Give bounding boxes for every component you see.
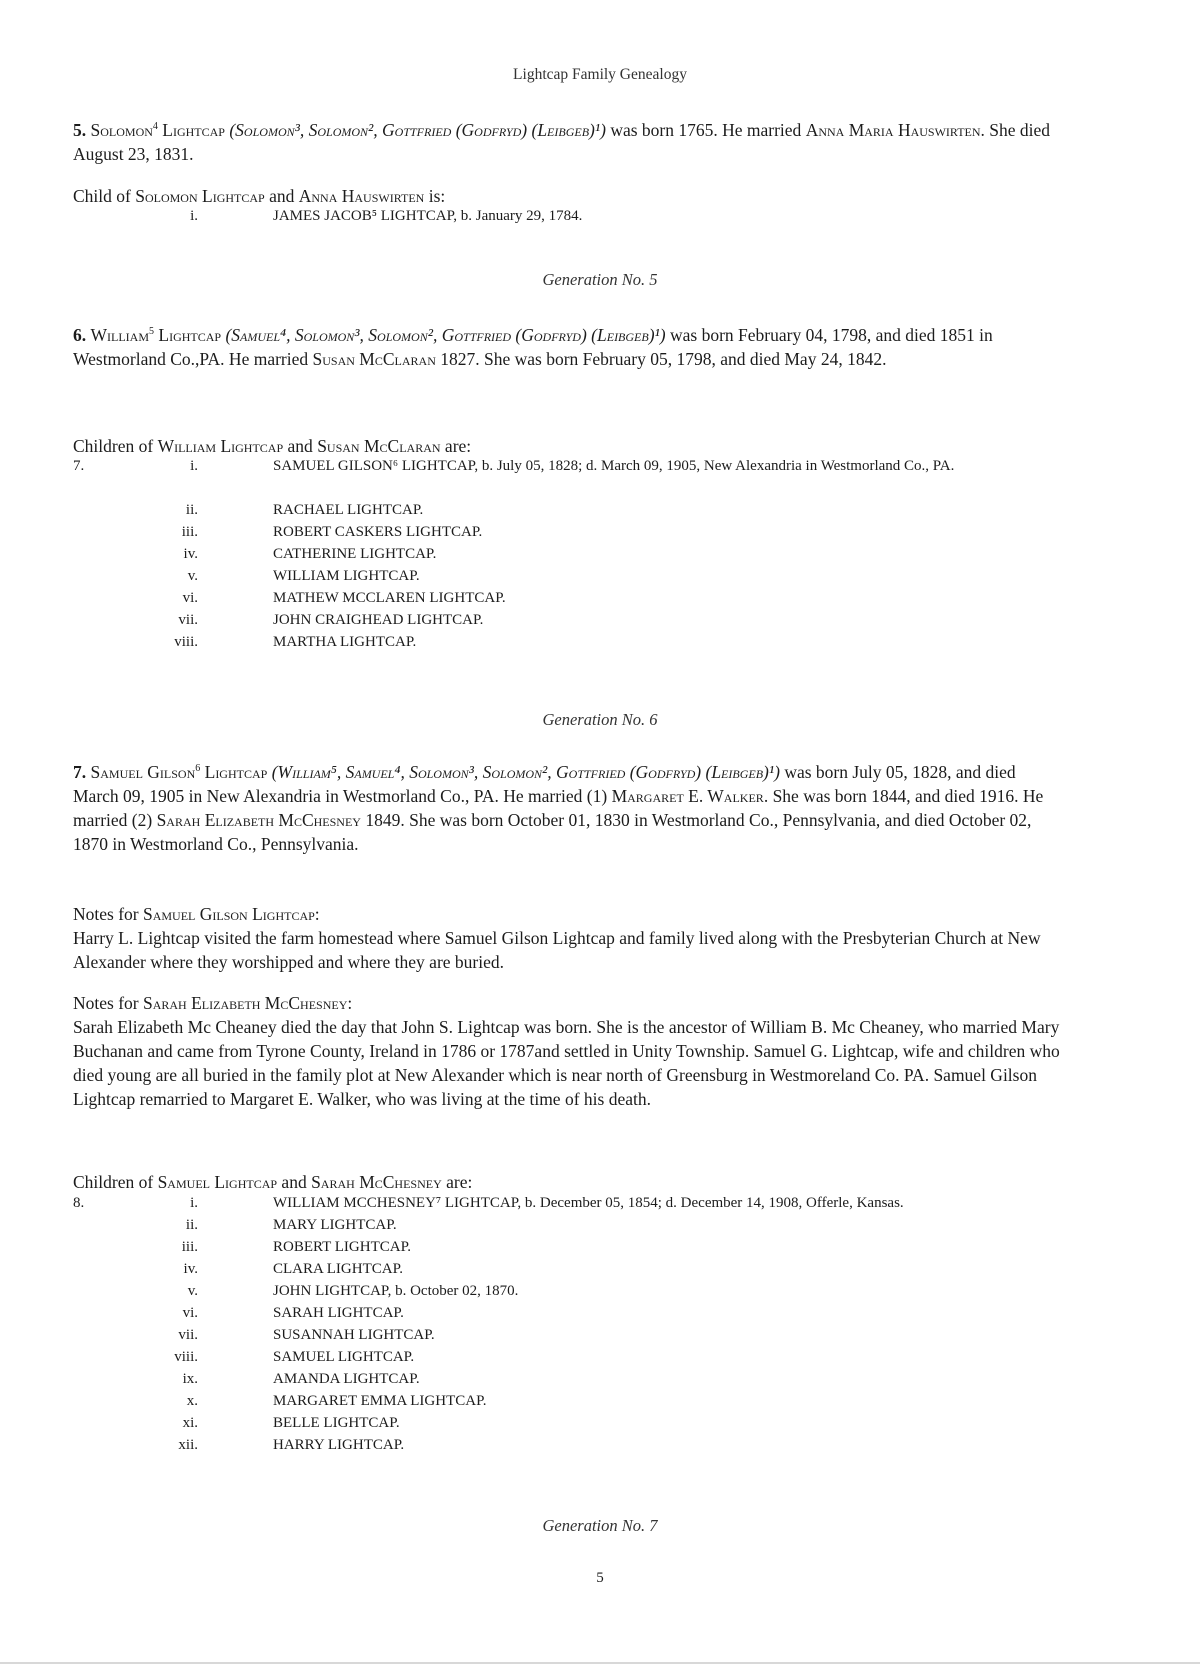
entry-text: was born February 04, 1798, and died 1851 in Westmorland Co.,PA. He married bbox=[73, 325, 993, 369]
generation-heading-7: Generation No. 7 bbox=[542, 1516, 658, 1535]
notes-label: Notes for bbox=[73, 904, 143, 924]
person-surname: Lightcap bbox=[158, 325, 222, 345]
child-ref-number: 7. bbox=[73, 458, 85, 474]
spouse-name: Anna Maria Hauswirten bbox=[805, 120, 981, 140]
notes-samuel bbox=[73, 902, 1063, 974]
child-roman-numeral: i. bbox=[190, 208, 198, 224]
child-row bbox=[73, 1434, 1073, 1456]
child-roman-numeral: viii. bbox=[174, 634, 198, 650]
entry-number: 7. bbox=[73, 762, 87, 782]
child-row bbox=[73, 543, 1073, 565]
intro-text: are: bbox=[440, 436, 472, 456]
intro-text: are: bbox=[441, 1172, 473, 1192]
intro-text: is: bbox=[424, 186, 446, 206]
child-row bbox=[73, 521, 1073, 543]
child-name: AMANDA LIGHTCAP. bbox=[273, 1371, 420, 1387]
child-name: RACHAEL LIGHTCAP. bbox=[273, 502, 424, 518]
child-name: ROBERT CASKERS LIGHTCAP. bbox=[273, 524, 483, 540]
child-roman-numeral: vi. bbox=[182, 590, 198, 606]
entry-7 bbox=[73, 760, 1063, 856]
child-row bbox=[73, 1214, 1073, 1236]
child-row bbox=[73, 499, 1073, 521]
child-row bbox=[73, 1368, 1073, 1390]
child-roman-numeral: i. bbox=[190, 1195, 198, 1211]
ancestry: (Solomon³, Solomon², Gottfried (Godfryd) (Leibgeb)¹) bbox=[229, 120, 606, 140]
child-name: CATHERINE LIGHTCAP. bbox=[273, 546, 437, 562]
person-name: Solomon bbox=[90, 120, 153, 140]
child-row bbox=[73, 205, 1073, 227]
generation-sup: 5 bbox=[149, 326, 155, 338]
intro-text: Child of bbox=[73, 186, 136, 206]
child-name: ROBERT LIGHTCAP. bbox=[273, 1239, 412, 1255]
intro-text: Children of bbox=[73, 1172, 158, 1192]
child-roman-numeral: x. bbox=[186, 1393, 198, 1409]
entry-text-3: 1849. She was born October 01, 1830 in Westmorland Co., Pennsylvania, and died October 02, 1870 in Westmorland Co., Pennsylvania. bbox=[73, 810, 1032, 854]
child-ref-number: 8. bbox=[73, 1195, 85, 1211]
parent-name: Anna Hauswirten bbox=[298, 186, 425, 206]
entry-number: 5. bbox=[73, 120, 87, 140]
parent-name: Sarah McChesney bbox=[311, 1172, 442, 1192]
child-roman-numeral: xii. bbox=[178, 1437, 198, 1453]
entry-text-2: . She died August 23, 1831. bbox=[73, 120, 1051, 164]
child-name: BELLE LIGHTCAP. bbox=[273, 1415, 400, 1431]
child-roman-numeral: v. bbox=[187, 568, 198, 584]
child-roman-numeral: vi. bbox=[182, 1305, 198, 1321]
generation-heading-6: Generation No. 6 bbox=[542, 710, 658, 729]
child-name: SARAH LIGHTCAP. bbox=[273, 1305, 404, 1321]
intro-text: Children of bbox=[73, 436, 158, 456]
child-row bbox=[73, 1324, 1073, 1346]
notes-heading bbox=[73, 991, 1063, 1015]
notes-text: Harry L. Lightcap visited the farm homestead where Samuel Gilson Lightcap and family lived along with the Presbyterian Church at New Alexander where they worshipped and where they are buried. bbox=[73, 928, 1041, 972]
generation-sup: 6 bbox=[195, 763, 201, 775]
child-name: WILLIAM LIGHTCAP. bbox=[273, 568, 420, 584]
person-name: William bbox=[90, 325, 150, 345]
notes-heading bbox=[73, 902, 1063, 926]
child-roman-numeral: v. bbox=[187, 1283, 198, 1299]
child-roman-numeral: i. bbox=[190, 458, 198, 474]
entry-5 bbox=[73, 118, 1063, 166]
generation-heading-5: Generation No. 5 bbox=[542, 270, 658, 289]
child-row bbox=[73, 1236, 1073, 1258]
child-row bbox=[73, 1192, 1073, 1214]
child-roman-numeral: ii. bbox=[185, 1217, 198, 1233]
notes-sarah bbox=[73, 991, 1063, 1111]
parent-name: Samuel Lightcap bbox=[157, 1172, 278, 1192]
spouse-name: Margaret E. Walker bbox=[611, 786, 764, 806]
child-roman-numeral: iii. bbox=[181, 1239, 198, 1255]
child-name: HARRY LIGHTCAP. bbox=[273, 1437, 405, 1453]
running-header: Lightcap Family Genealogy bbox=[513, 66, 687, 83]
child-roman-numeral: ix. bbox=[182, 1371, 198, 1387]
children-list-6 bbox=[73, 455, 1073, 653]
child-roman-numeral: vii. bbox=[178, 612, 198, 628]
generation-sup: 4 bbox=[152, 121, 158, 133]
child-roman-numeral: xi. bbox=[182, 1415, 198, 1431]
child-name: SAMUEL GILSON⁶ LIGHTCAP, b. July 05, 1828; d. March 09, 1905, New Alexandria in Westmorland Co., PA. bbox=[273, 458, 955, 474]
entry-text-2: 1827. She was born February 05, 1798, and died May 24, 1842. bbox=[435, 349, 887, 369]
child-name: MARGARET EMMA LIGHTCAP. bbox=[273, 1393, 487, 1409]
notes-colon: : bbox=[347, 993, 353, 1013]
entry-text: was born 1765. He married bbox=[605, 120, 806, 140]
child-roman-numeral: iv. bbox=[183, 1261, 198, 1277]
entry-text-2: . She was born 1844, and died 1916. He married (2) bbox=[73, 786, 1044, 830]
child-name: JAMES JACOB⁵ LIGHTCAP, b. January 29, 1784. bbox=[273, 208, 583, 224]
notes-text: Sarah Elizabeth Mc Cheaney died the day that John S. Lightcap was born. She is the ancestor of William B. Mc Cheaney, who married Mary Buchanan and came from Tyrone County, Ireland in 1786 or 1787and settled in Unity Township. Samuel G. Lightcap, wife and children who died young are all buried in the family plot at New Alexander which is near north of Greensburg in Westmoreland Co. PA. Samuel Gilson Lightcap remarried to Margaret E. Walker, who was living at the time of his death. bbox=[73, 1017, 1060, 1109]
entry-number: 6. bbox=[73, 325, 87, 345]
ancestry: (William⁵, Samuel⁴, Solomon³, Solomon², Gottfried (Godfryd) (Leibgeb)¹) bbox=[271, 762, 780, 782]
child-row bbox=[73, 1390, 1073, 1412]
child-row bbox=[73, 1258, 1073, 1280]
intro-text: and bbox=[283, 436, 318, 456]
child-name: WILLIAM MCCHESNEY⁷ LIGHTCAP, b. December 05, 1854; d. December 14, 1908, Offerle, Kansas. bbox=[273, 1195, 904, 1211]
intro-text: and bbox=[264, 186, 299, 206]
child-row bbox=[73, 587, 1073, 609]
child-row bbox=[73, 455, 1073, 499]
person-name: Samuel Gilson bbox=[90, 762, 196, 782]
ancestry: (Samuel⁴, Solomon³, Solomon², Gottfried (Godfryd) (Leibgeb)¹) bbox=[225, 325, 666, 345]
intro-text: and bbox=[277, 1172, 312, 1192]
parent-name: Susan McClaran bbox=[317, 436, 441, 456]
child-name: CLARA LIGHTCAP. bbox=[273, 1261, 404, 1277]
child-roman-numeral: vii. bbox=[178, 1327, 198, 1343]
child-name: MARY LIGHTCAP. bbox=[273, 1217, 397, 1233]
child-name: SAMUEL LIGHTCAP. bbox=[273, 1349, 415, 1365]
notes-name: Samuel Gilson Lightcap bbox=[142, 904, 315, 924]
notes-name: Sarah Elizabeth McChesney bbox=[142, 993, 348, 1013]
children-intro-7 bbox=[73, 1170, 1063, 1194]
child-row bbox=[73, 609, 1073, 631]
person-surname: Lightcap bbox=[162, 120, 225, 140]
child-name: MATHEW MCCLAREN LIGHTCAP. bbox=[273, 590, 506, 606]
child-row bbox=[73, 1302, 1073, 1324]
child-row bbox=[73, 1346, 1073, 1368]
entry-6 bbox=[73, 323, 1063, 371]
person-surname: Lightcap bbox=[204, 762, 268, 782]
spouse-name: Susan McClaran bbox=[312, 349, 436, 369]
notes-colon: : bbox=[314, 904, 320, 924]
child-roman-numeral: iv. bbox=[183, 546, 198, 562]
entry-text: was born July 05, 1828, and died March 09, 1905 in New Alexandria in Westmorland Co., PA. He married (1) bbox=[73, 762, 1016, 806]
child-name: MARTHA LIGHTCAP. bbox=[273, 634, 417, 650]
children-list-5 bbox=[73, 205, 1073, 227]
parent-name: William Lightcap bbox=[157, 436, 284, 456]
child-roman-numeral: iii. bbox=[181, 524, 198, 540]
child-row bbox=[73, 631, 1073, 653]
parent-name: Solomon Lightcap bbox=[135, 186, 265, 206]
child-name: JOHN LIGHTCAP, b. October 02, 1870. bbox=[273, 1283, 519, 1299]
child-row bbox=[73, 1412, 1073, 1434]
spouse-name: Sarah Elizabeth McChesney bbox=[156, 810, 361, 830]
child-row bbox=[73, 1280, 1073, 1302]
child-name: JOHN CRAIGHEAD LIGHTCAP. bbox=[273, 612, 484, 628]
children-list-7 bbox=[73, 1192, 1073, 1456]
notes-label: Notes for bbox=[73, 993, 143, 1013]
child-name: SUSANNAH LIGHTCAP. bbox=[273, 1327, 435, 1343]
child-roman-numeral: viii. bbox=[174, 1349, 198, 1365]
child-roman-numeral: ii. bbox=[185, 502, 198, 518]
page-number: 5 bbox=[596, 1570, 604, 1586]
child-row bbox=[73, 565, 1073, 587]
